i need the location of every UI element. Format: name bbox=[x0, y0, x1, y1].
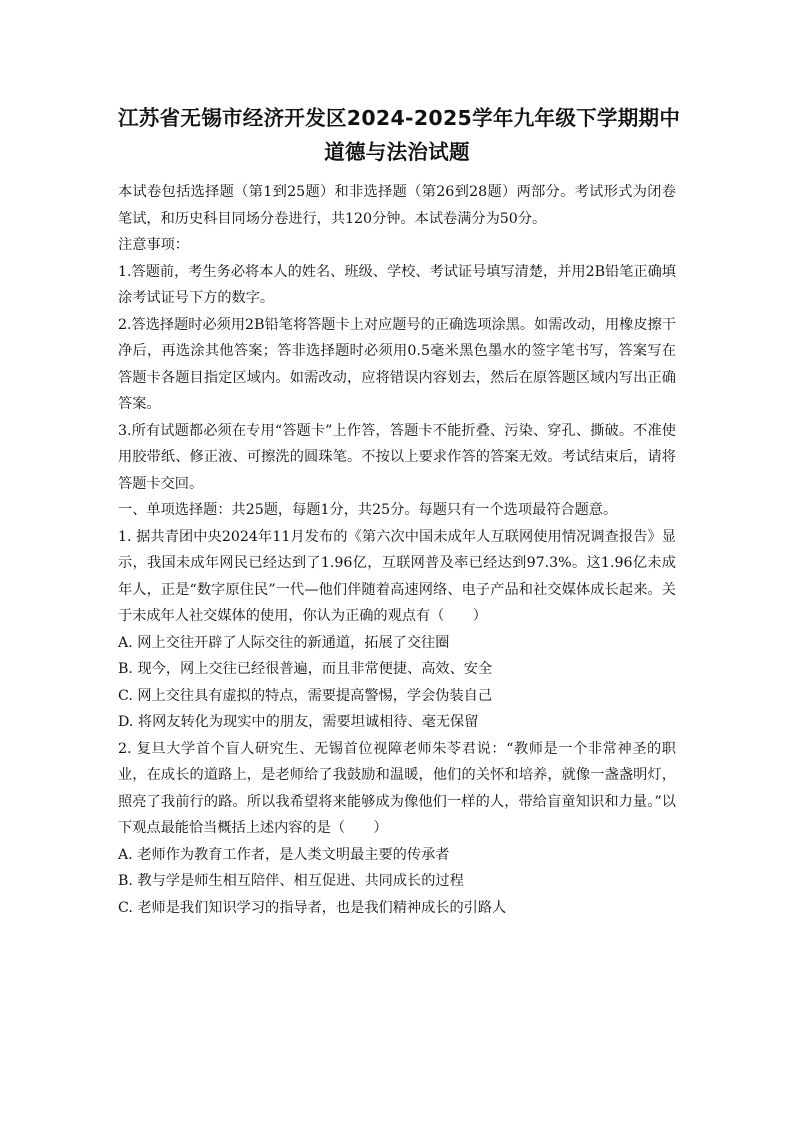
notice-item-3: 3.所有试题都必须在专用“答题卡”上作答，答题卡不能折叠、污染、穿孔、撕破。不准使用胶带纸、修正液、可擦洗的圆珠笔。不按以上要求作答的答案无效。考试结束后，请将答题卡交回。 bbox=[118, 422, 676, 492]
question-2-option-b: B. 教与学是师生相互陪伴、相互促进、共同成长的过程 bbox=[118, 873, 464, 889]
question-2-option-c: C. 老师是我们知识学习的指导者，也是我们精神成长的引路人 bbox=[118, 899, 507, 916]
notice-heading: 注意事项： bbox=[118, 237, 189, 253]
question-1-stem: 1. 据共青团中央2024年11月发布的《第六次中国未成年人互联网使用情况调查报告》显示，我国未成年网民已经达到了1.96亿，互联网普及率已经达到97.3%。这1.96亿未成年人，正是“数字原住民”一代—他们伴随着高速网络、电子产品和社交媒体成长起来。关于未成年人社交媒体的使用，你认为正确的观点有（ ） bbox=[118, 528, 676, 624]
question-2-stem: 2. 复旦大学首个盲人研究生、无锡首位视障老师朱苓君说：“教师是一个非常神圣的职业，在成长的道路上，是老师给了我鼓励和温暖，他们的关怀和培养，就像一盏盏明灯，照亮了我前行的路。所以我希望将来能够成为像他们一样的人，带给盲童知识和力量。”以下观点最能恰当概括上述内容的是（ ） bbox=[118, 740, 676, 836]
section-heading: 一、单项选择题：共25题，每题1分，共25分。每题只有一个选项最符合题意。 bbox=[118, 502, 618, 518]
question-1-option-b: B. 现今，网上交往已经很普遍，而且非常便捷、高效、安全 bbox=[118, 661, 493, 677]
notice-item-2: 2.答选择题时必须用2B铅笔将答题卡上对应题号的正确选项涂黑。如需改动，用橡皮擦干净后，再选涂其他答案；答非选择题时必须用0.5毫米黑色墨水的签字笔书写，答案写在答题卡各题目指定区域内。如需改动，应将错误内容划去，然后在原答题区域内写出正确答案。 bbox=[118, 316, 676, 412]
exam-intro: 本试卷包括选择题（第1到25题）和非选择题（第26到28题）两部分。考试形式为闭卷笔试，和历史科目同场分卷进行，共120分钟。本试卷满分为50分。 bbox=[118, 184, 676, 227]
question-1-option-a: A. 网上交往开辟了人际交往的新通道，拓展了交往圈 bbox=[118, 634, 450, 651]
question-2-option-a: A. 老师作为教育工作者，是人类文明最主要的传承者 bbox=[118, 846, 450, 863]
question-1-option-c: C. 网上交往具有虚拟的特点，需要提高警惕，学会伪装自己 bbox=[118, 687, 493, 704]
exam-title-line-1: 江苏省无锡市经济开发区2024-2025学年九年级下学期期中 bbox=[118, 106, 681, 130]
question-1-option-d: D. 将网友转化为现实中的朋友，需要坦诚相待、毫无保留 bbox=[118, 714, 479, 730]
exam-title-line-2: 道德与法治试题 bbox=[324, 140, 470, 164]
notice-item-1: 1.答题前，考生务必将本人的姓名、班级、学校、考试证号填写清楚，并用2B铅笔正确填涂考试证号下方的数字。 bbox=[118, 263, 676, 306]
